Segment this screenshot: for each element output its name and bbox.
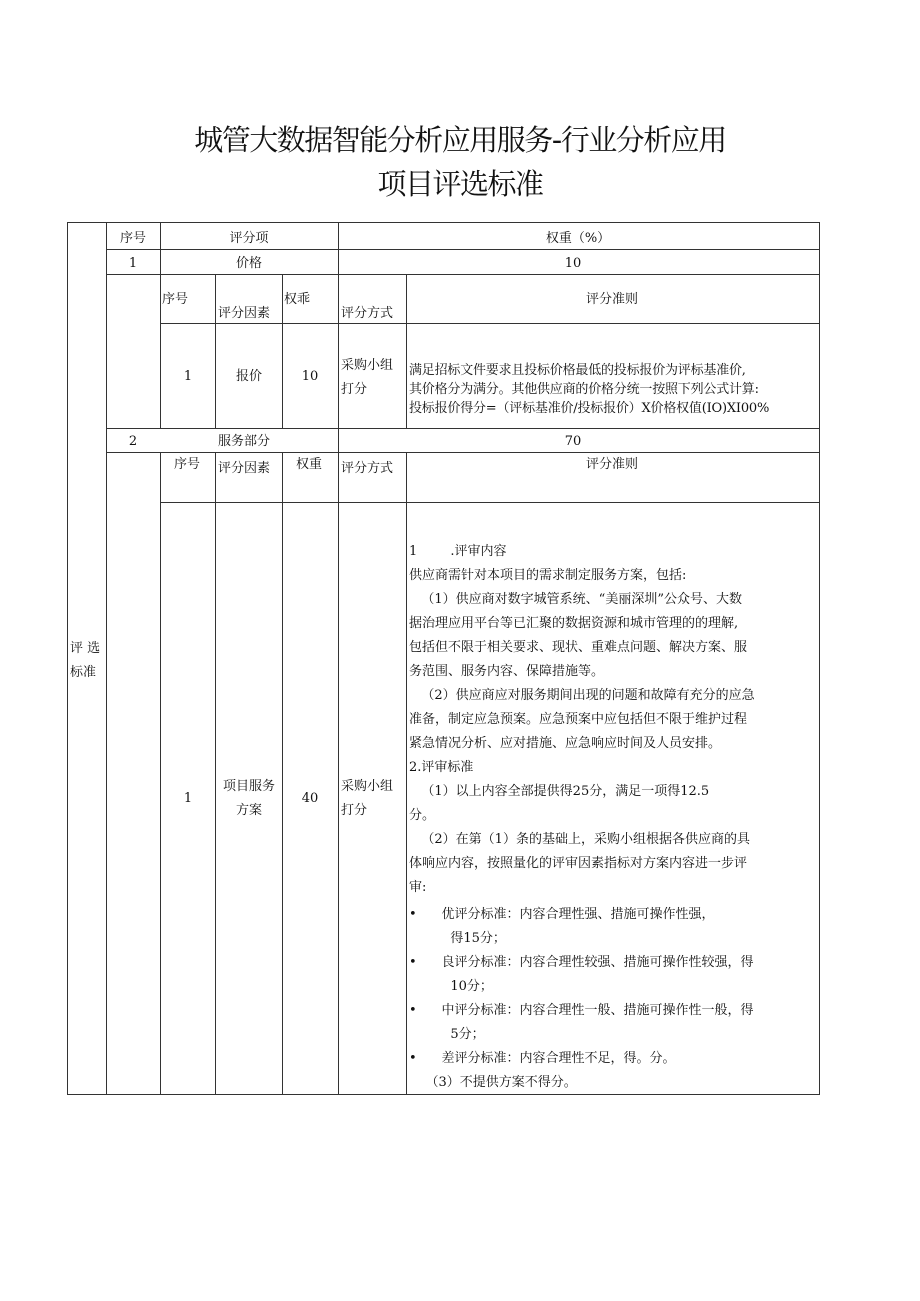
service-row-seq: 1: [183, 791, 193, 806]
price-sub-seq: 序号: [162, 292, 189, 307]
price-row-seq: 1: [183, 369, 193, 384]
criteria-line: 包括但不限于相关要求、现状、重难点问题、解决方案、服: [409, 640, 748, 655]
table-border-left: [67, 222, 68, 1095]
criteria-line: 体响应内容，按照量化的评审因素指标对方案内容进一步评: [409, 856, 748, 871]
criteria-line: （2）在第（1）条的基础上，采购小组根据各供应商的具: [409, 832, 750, 847]
criteria-line: 分。: [409, 808, 436, 823]
criteria-line: 紧急情况分析、应对措施、应急响应时间及人员安排。: [409, 736, 722, 751]
price-sub-weight: 权乖: [284, 292, 311, 307]
criteria-line: （2）供应商应对服务期间出现的问题和故障有充分的应急: [409, 688, 755, 703]
price-sub-factor: 评分因素: [218, 306, 271, 321]
criteria-line: • 中评分标准：内容合理性一般、措施可操作性一般，得: [409, 1003, 754, 1018]
table-rule: [160, 502, 820, 503]
price-sub-criteria: 评分准则: [585, 292, 639, 307]
header-weight: 权重（%）: [545, 231, 611, 246]
service-criteria-block1: [409, 540, 755, 900]
table-rule: [282, 452, 283, 1094]
service-seq: 2: [128, 434, 138, 449]
side-label: 评 选: [70, 641, 101, 656]
criteria-line: • 差评分标准：内容合理性不足，得。分。: [409, 1051, 676, 1066]
criteria-line: 满足招标文件要求且投标价格最低的投标报价为评标基准价,: [409, 363, 746, 378]
table-border-top: [67, 222, 820, 223]
criteria-line: • 优评分标准：内容合理性强、措施可操作性强，: [409, 907, 715, 922]
service-sub-criteria: 评分准则: [585, 457, 639, 472]
service-row-method: 采购小组: [341, 779, 394, 794]
service-sub-method: 评分方式: [341, 461, 394, 476]
table-rule: [106, 274, 820, 275]
service-row-method: 打分: [341, 803, 368, 818]
table-rule: [215, 274, 216, 428]
table-rule: [160, 452, 161, 1094]
service-label: 服务部分: [218, 434, 271, 449]
service-sub-factor: 评分因素: [218, 461, 271, 476]
criteria-line: 供应商需针对本项目的需求制定服务方案，包括:: [409, 568, 687, 583]
price-row-criteria: [409, 361, 769, 418]
criteria-line: （3）不提供方案不得分。: [409, 1075, 577, 1090]
table-rule: [215, 452, 216, 1094]
criteria-line: • 良评分标准：内容合理性较强、措施可操作性较强，得: [409, 955, 754, 970]
table-border-right: [819, 222, 820, 1095]
document-title-line2: 项目评选标准: [377, 167, 543, 201]
criteria-line: 务范围、服务内容、保障措施等。: [409, 664, 605, 679]
criteria-line: 投标报价得分=（评标基准价/投标报价）X价格权值(IO)XI00%: [409, 401, 770, 416]
table-rule: [160, 222, 161, 274]
side-label: 标准: [70, 665, 97, 680]
criteria-line: 其价格分为满分。其他供应商的价格分统一按照下列公式计算:: [409, 382, 759, 397]
price-row-method: 打分: [341, 382, 368, 397]
criteria-line: 10分；: [409, 979, 493, 994]
criteria-line: 据治理应用平台等已汇聚的数据资源和城市管理的的理解,: [409, 616, 739, 631]
price-row-factor: 报价: [235, 369, 263, 384]
service-row-factor: 项目服务: [222, 779, 276, 794]
price-sub-method: 评分方式: [341, 306, 394, 321]
header-seq: 序号: [119, 231, 147, 246]
table-rule: [106, 249, 820, 250]
criteria-line: 得15分；: [409, 931, 506, 946]
price-seq: 1: [128, 256, 138, 271]
criteria-line: （1）以上内容全部提供得25分，满足一项得12.5: [409, 784, 710, 799]
table-rule: [106, 452, 820, 453]
table-rule: [406, 274, 407, 428]
criteria-line: 5分；: [409, 1027, 485, 1042]
document-title-line1: 城管大数据智能分析应用服务-行业分析应用: [194, 123, 726, 157]
table-rule: [106, 428, 820, 429]
service-row-factor: 方案: [235, 803, 263, 818]
price-row-method: 采购小组: [341, 358, 394, 373]
price-label: 价格: [235, 256, 263, 271]
criteria-line: 审:: [409, 880, 427, 895]
criteria-line: （1）供应商对数字城管系统、“美丽深圳”公众号、大数: [409, 592, 742, 607]
service-criteria-block2: [409, 903, 753, 1095]
table-rule: [106, 222, 107, 1095]
service-sub-weight: 权重: [296, 457, 323, 472]
table-rule: [160, 274, 161, 428]
price-weight: 10: [564, 256, 582, 271]
table-rule: [282, 274, 283, 428]
service-row-weight: 40: [301, 791, 319, 806]
criteria-line: 2.评审标准: [409, 760, 474, 775]
service-weight: 70: [564, 434, 582, 449]
price-row-weight: 10: [301, 369, 319, 384]
criteria-line: 准备，制定应急预案。应急预案中应包括但不限于维护过程: [409, 712, 748, 727]
table-rule: [406, 452, 407, 1094]
criteria-line: 1 .评审内容: [409, 544, 507, 559]
table-rule: [338, 222, 339, 1095]
header-item: 评分项: [229, 231, 269, 246]
table-rule: [160, 323, 820, 324]
service-sub-seq: 序号: [174, 457, 201, 472]
